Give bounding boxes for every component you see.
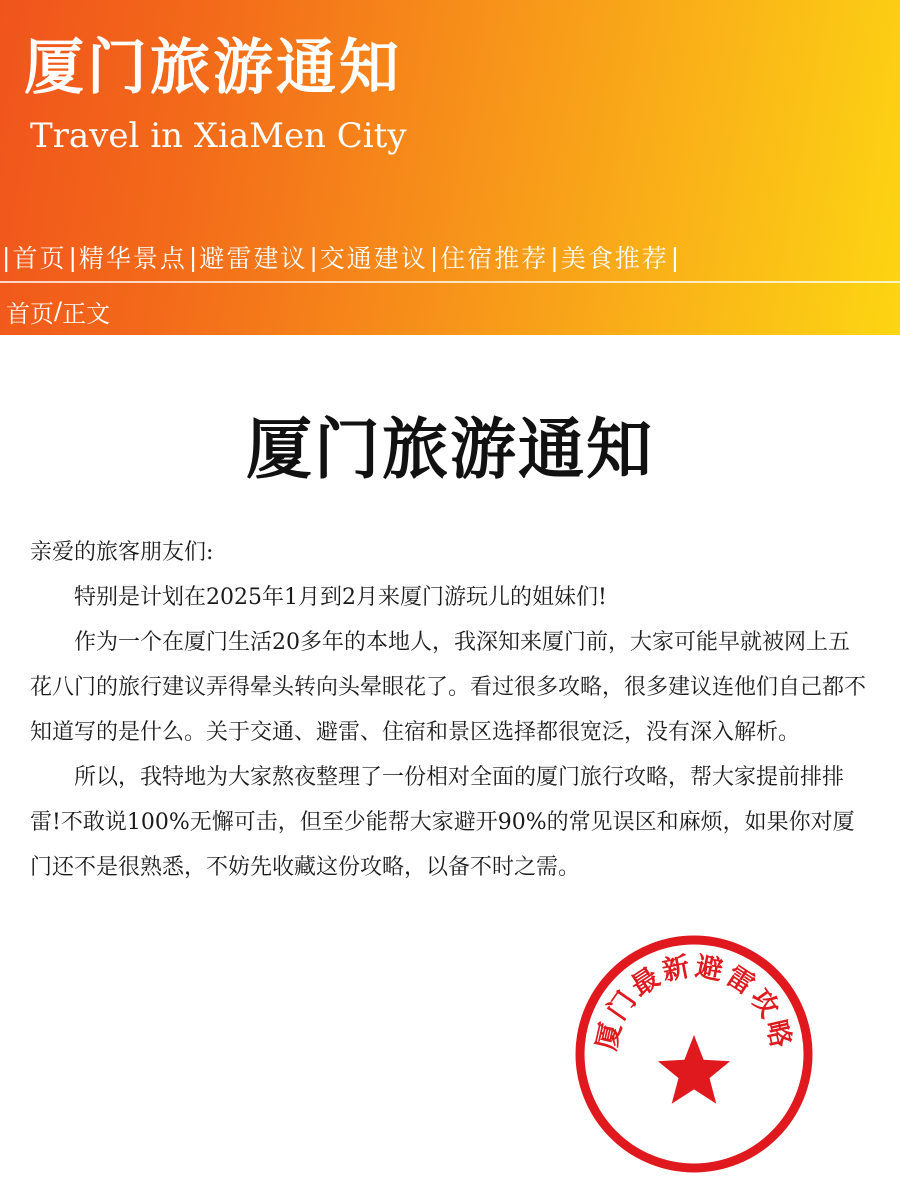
- nav-separator: |: [670, 242, 680, 272]
- nav-separator: |: [429, 242, 439, 272]
- main-nav: [0, 237, 681, 277]
- nav-item-food[interactable]: 美食推荐: [560, 244, 669, 273]
- nav-item-lodging[interactable]: 住宿推荐: [440, 244, 549, 273]
- article-body: [30, 530, 870, 890]
- site-title: 厦门旅游通知: [24, 33, 402, 103]
- nav-item-home[interactable]: 首页: [12, 244, 67, 273]
- nav-separator: |: [309, 242, 318, 272]
- star-icon: [658, 1035, 730, 1104]
- nav-separator: |: [550, 242, 559, 272]
- page-title: 厦门旅游通知: [246, 411, 654, 488]
- breadcrumb-separator: /: [54, 297, 63, 325]
- breadcrumb-current: 正文: [62, 299, 111, 328]
- breadcrumb: [6, 294, 110, 328]
- article-paragraph: 特别是计划在2025年1月到2月来厦门游玩儿的姐妹们!: [74, 585, 607, 610]
- seal-stamp: [572, 932, 816, 1176]
- stamp-text: 厦门最新避雷攻略: [591, 951, 797, 1054]
- header-banner: [0, 0, 900, 335]
- nav-divider: [0, 281, 900, 283]
- article-paragraph: 所以，我特地为大家熬夜整理了一份相对全面的厦门旅行攻略，帮大家提前排排雷!不敢说100%无懈可击，但至少能帮大家避开90%的常见误区和麻烦，如果你对厦门还不是很熟悉，不妨先收藏这份攻略，以备不时之需。: [30, 765, 855, 880]
- nav-item-pitfall-tips[interactable]: 避雷建议: [199, 244, 308, 273]
- site-subtitle: Travel in XiaMen City: [30, 116, 407, 156]
- nav-item-attractions[interactable]: 精华景点: [78, 244, 187, 273]
- seal-stamp-graphic: [572, 932, 816, 1176]
- breadcrumb-home[interactable]: 首页: [6, 299, 54, 328]
- article-greeting: 亲爱的旅客朋友们:: [30, 540, 214, 565]
- nav-separator: |: [188, 242, 198, 272]
- nav-separator: |: [2, 242, 11, 272]
- nav-item-transport[interactable]: 交通建议: [319, 244, 428, 273]
- article-paragraph: 作为一个在厦门生活20多年的本地人，我深知来厦门前，大家可能早就被网上五花八门的旅行建议弄得晕头转向头晕眼花了。看过很多攻略，很多建议连他们自己都不知道写的是什么。关于交通、避雷、住宿和景区选择都很宽泛，没有深入解析。: [30, 630, 867, 745]
- nav-separator: |: [68, 242, 77, 272]
